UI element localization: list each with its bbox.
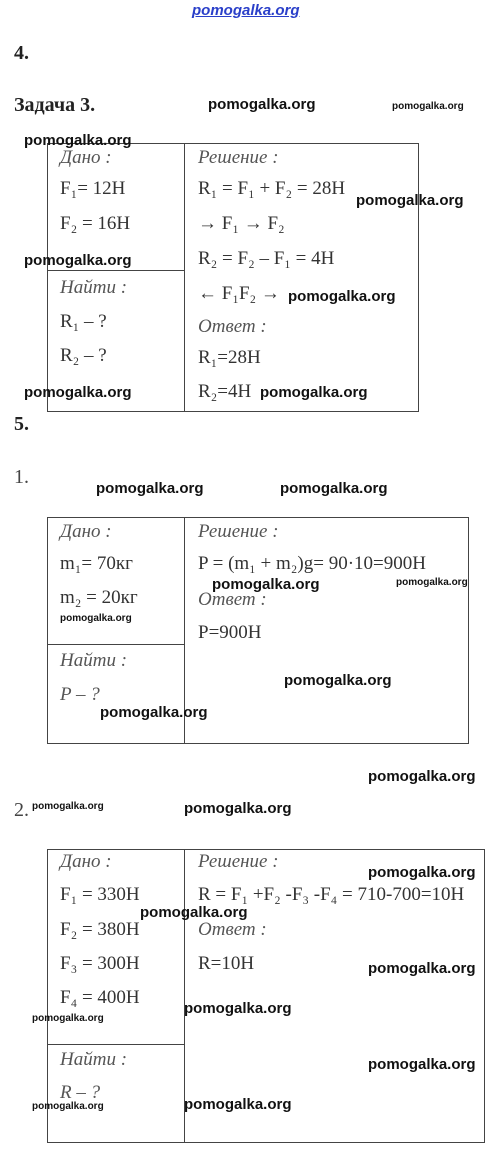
watermark-text: pomogalka.org bbox=[96, 480, 204, 497]
watermark-text: pomogalka.org bbox=[32, 801, 104, 812]
sub2-split bbox=[47, 1044, 185, 1045]
watermark-text: pomogalka.org bbox=[60, 613, 132, 624]
sub1-split bbox=[47, 644, 185, 645]
sub1-answer-label: Ответ : bbox=[198, 589, 267, 610]
sub1-given-m1: m₁= 70кг bbox=[60, 553, 133, 574]
answer-label: Ответ : bbox=[198, 316, 267, 337]
watermark-text: pomogalka.org bbox=[24, 252, 132, 269]
watermark-text: pomogalka.org bbox=[24, 132, 132, 149]
find-r1: R₁ – ? bbox=[60, 311, 107, 332]
sub1-given-m2: m₂ = 20кг bbox=[60, 587, 138, 608]
sub2-solution-label: Решение : bbox=[198, 851, 279, 872]
solution-label: Решение : bbox=[198, 147, 279, 168]
sub1-answer: P=900Н bbox=[198, 622, 262, 643]
given-f1: F₁= 12Н bbox=[60, 178, 126, 199]
task-title: Задача 3. bbox=[14, 94, 96, 116]
sub2-answer: R=10Н bbox=[198, 953, 255, 974]
subtask-number-1: 1. bbox=[14, 466, 29, 488]
section-number-4: 4. bbox=[14, 42, 29, 64]
watermark-text: pomogalka.org bbox=[396, 577, 468, 588]
sub1-solution-line: P = (m₁ + m₂)g= 90·10=900Н bbox=[198, 553, 426, 574]
solution-line-2: → F₁ → F₂ bbox=[198, 213, 285, 234]
watermark-text: pomogalka.org bbox=[368, 1056, 476, 1073]
site-header-link[interactable]: pomogalka.org bbox=[192, 2, 300, 19]
watermark-text: pomogalka.org bbox=[368, 768, 476, 785]
watermark-text: pomogalka.org bbox=[184, 800, 292, 817]
find-r2: R₂ – ? bbox=[60, 345, 107, 366]
sub1-given-label: Дано : bbox=[60, 521, 112, 542]
watermark-text: pomogalka.org bbox=[356, 192, 464, 209]
answer-r2: R₂=4Н bbox=[198, 381, 252, 402]
sub2-find-r: R – ? bbox=[60, 1082, 101, 1103]
watermark-text: pomogalka.org bbox=[288, 288, 396, 305]
watermark-text: pomogalka.org bbox=[184, 1096, 292, 1113]
watermark-text: pomogalka.org bbox=[368, 864, 476, 881]
task3-split bbox=[47, 270, 185, 271]
sub2-given-f2: F₂ = 380Н bbox=[60, 919, 140, 940]
given-label: Дано : bbox=[60, 147, 112, 168]
solution-line-1: R₁ = F₁ + F₂ = 28Н bbox=[198, 178, 346, 199]
watermark-text: pomogalka.org bbox=[284, 672, 392, 689]
find-label: Найти : bbox=[60, 277, 128, 298]
watermark-text: pomogalka.org bbox=[212, 576, 320, 593]
sub2-given-f1: F₁ = 330Н bbox=[60, 884, 140, 905]
section-number-5: 5. bbox=[14, 413, 29, 435]
sub1-find-label: Найти : bbox=[60, 650, 128, 671]
watermark-text: pomogalka.org bbox=[280, 480, 388, 497]
given-f2: F₂ = 16Н bbox=[60, 213, 131, 234]
solution-line-3: R₂ = F₂ – F₁ = 4Н bbox=[198, 248, 335, 269]
watermark-text: pomogalka.org bbox=[184, 1000, 292, 1017]
watermark-text: pomogalka.org bbox=[392, 101, 464, 112]
sub1-solution-label: Решение : bbox=[198, 521, 279, 542]
watermark-text: pomogalka.org bbox=[24, 384, 132, 401]
watermark-text: pomogalka.org bbox=[32, 1101, 104, 1112]
solution-line-4: ← F₁F₂ → bbox=[198, 283, 280, 304]
sub2-given-label: Дано : bbox=[60, 851, 112, 872]
sub2-solution-line: R = F₁ +F₂ -F₃ -F₄ = 710-700=10Н bbox=[198, 884, 465, 905]
watermark-text: pomogalka.org bbox=[32, 1013, 104, 1024]
watermark-text: pomogalka.org bbox=[260, 384, 368, 401]
sub2-find-label: Найти : bbox=[60, 1049, 128, 1070]
sub2-answer-label: Ответ : bbox=[198, 919, 267, 940]
sub2-given-f3: F₃ = 300Н bbox=[60, 953, 140, 974]
watermark-text: pomogalka.org bbox=[368, 960, 476, 977]
watermark-text: pomogalka.org bbox=[208, 96, 316, 113]
task3-divider bbox=[184, 143, 185, 411]
answer-r1: R₁=28Н bbox=[198, 347, 261, 368]
watermark-text: pomogalka.org bbox=[140, 904, 248, 921]
sub2-given-f4: F₄ = 400Н bbox=[60, 987, 140, 1008]
watermark-text: pomogalka.org bbox=[100, 704, 208, 721]
subtask-number-2: 2. bbox=[14, 799, 29, 821]
sub1-find-p: P – ? bbox=[60, 684, 100, 705]
